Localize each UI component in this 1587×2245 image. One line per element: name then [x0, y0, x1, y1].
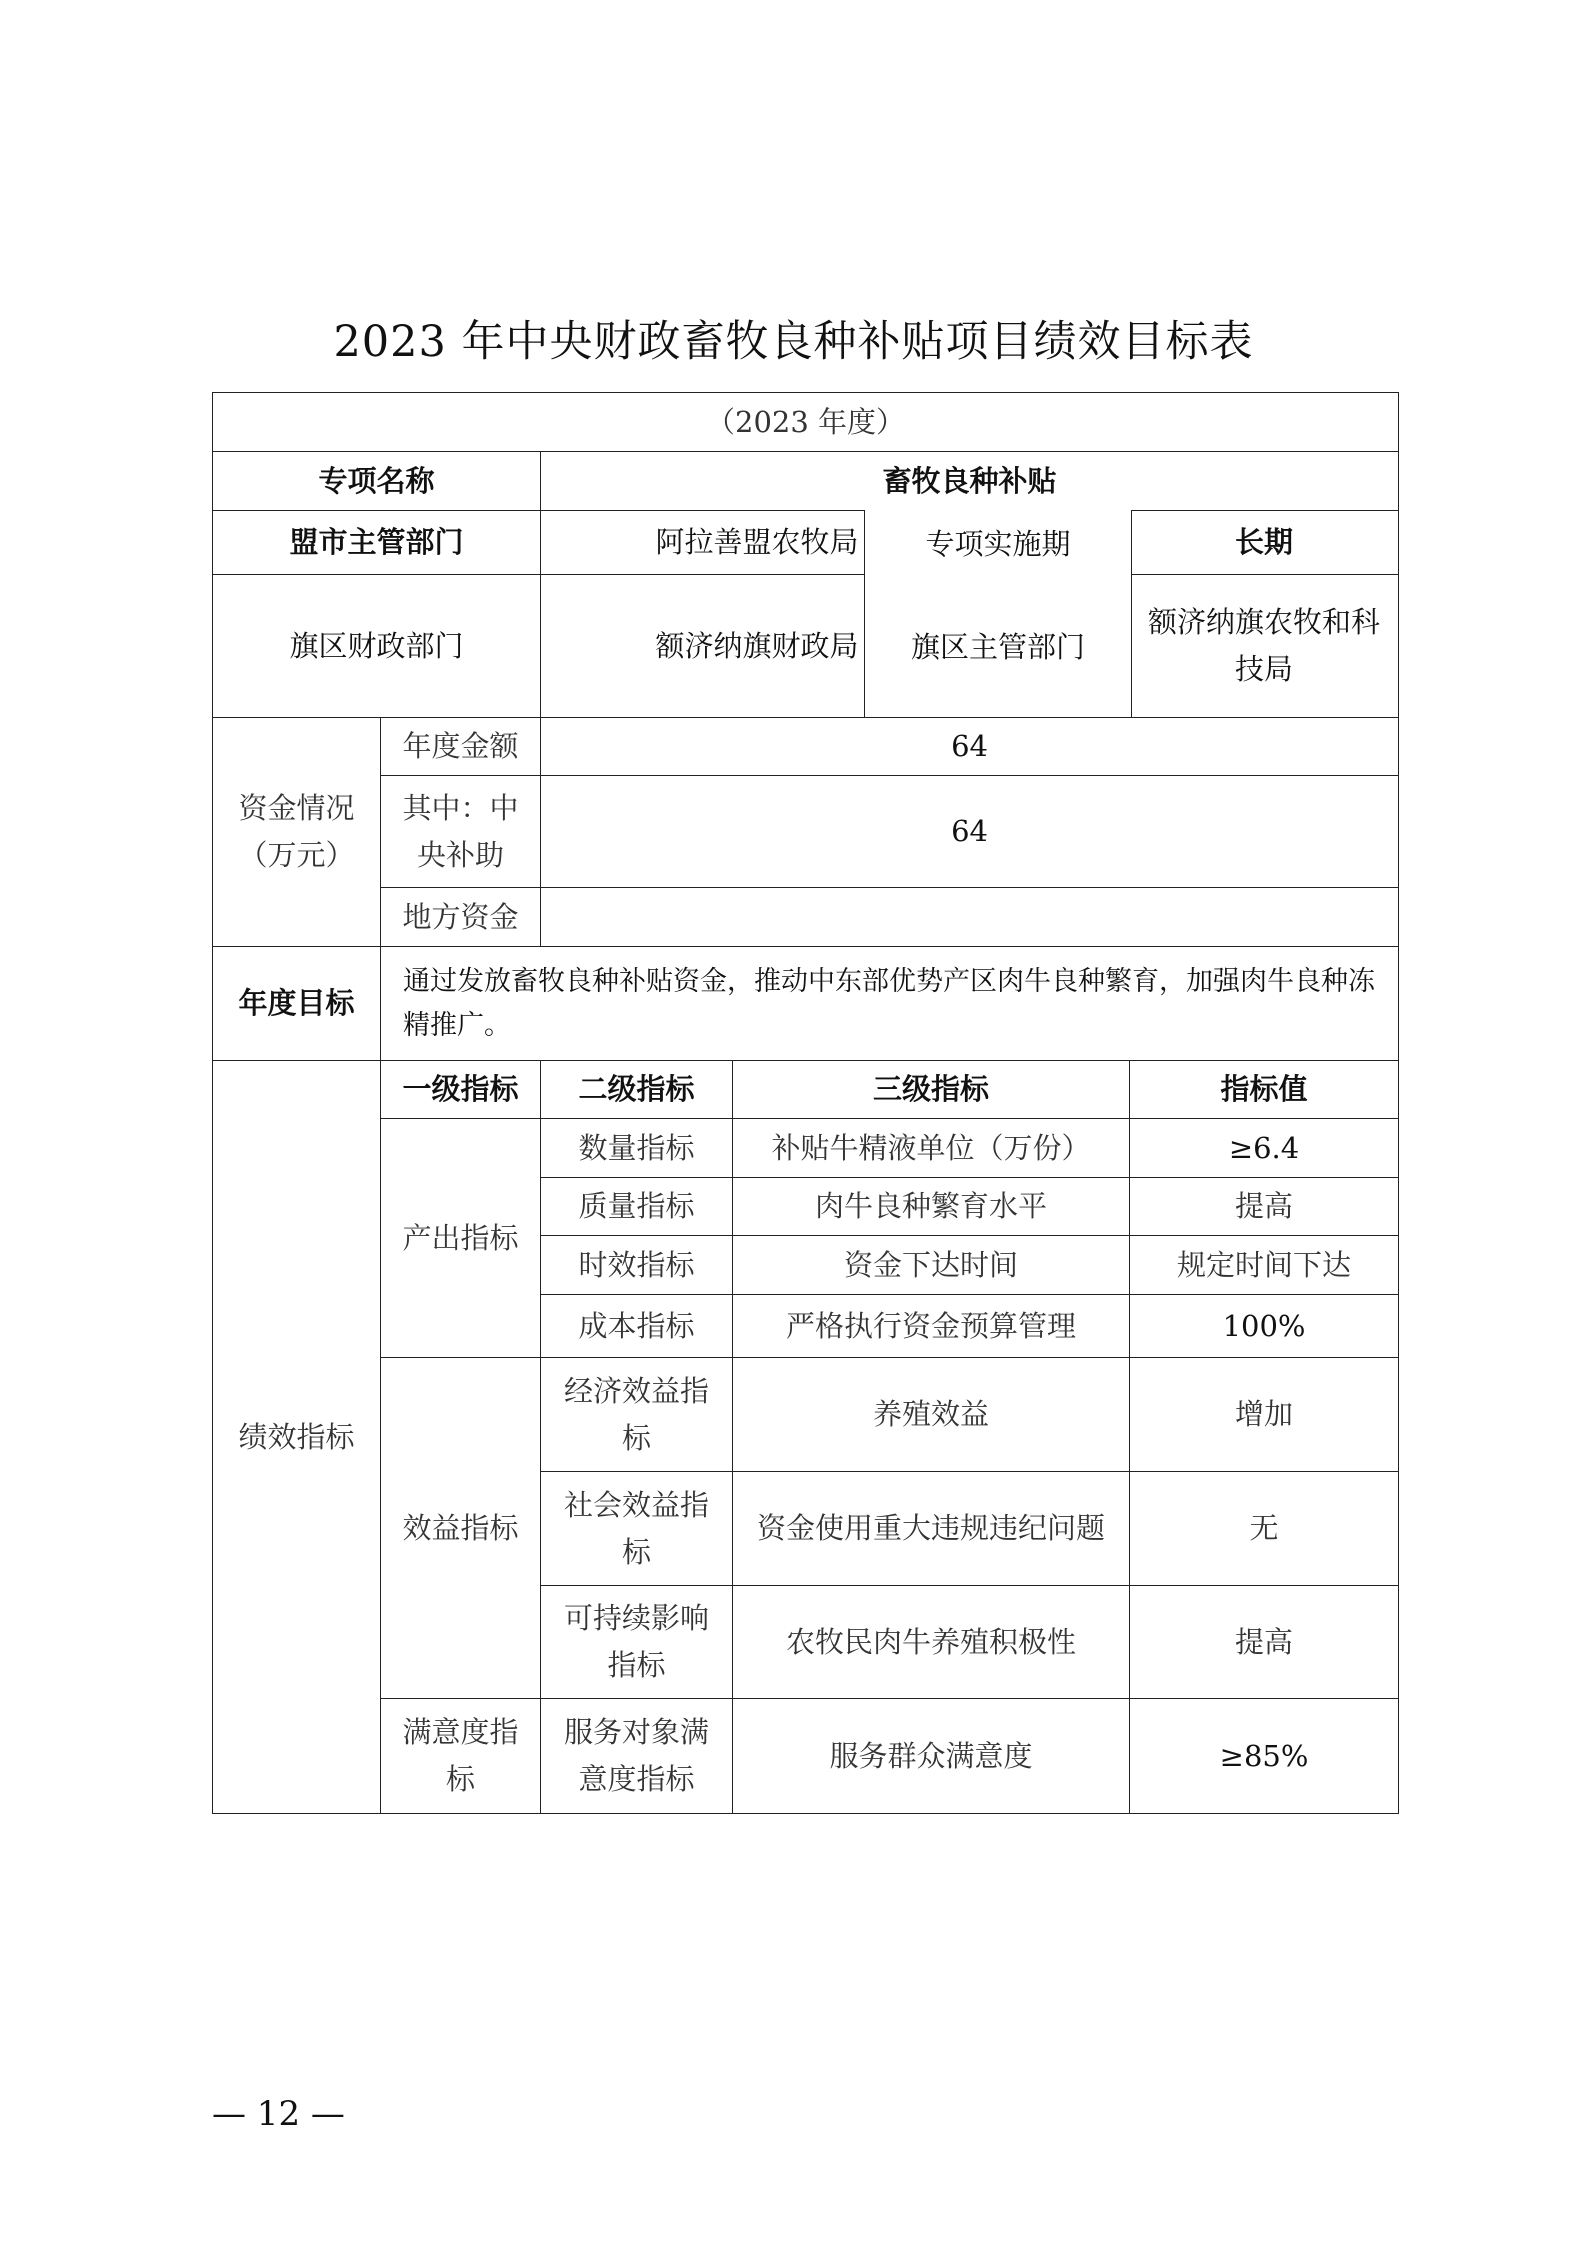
level3-cell: 养殖效益	[733, 1358, 1130, 1472]
level3-cell: 农牧民肉牛养殖积极性	[733, 1586, 1130, 1699]
league-dept-label: 盟市主管部门	[213, 511, 541, 575]
annual-goal-text: 通过发放畜牧良种补贴资金，推动中东部优势产区肉牛良种繁育，加强肉牛良种冻精推广。	[381, 947, 1399, 1061]
level3-cell: 服务群众满意度	[733, 1699, 1130, 1814]
project-name-label: 专项名称	[213, 452, 541, 511]
level2-cell: 成本指标	[541, 1295, 733, 1358]
value-cell: 提高	[1130, 1586, 1399, 1699]
header-level2: 二级指标	[541, 1061, 733, 1119]
central-subsidy-value: 64	[541, 776, 1399, 888]
central-subsidy-label: 其中：中央补助	[381, 776, 541, 888]
value-cell: 无	[1130, 1472, 1399, 1586]
level3-cell: 资金使用重大违规违纪问题	[733, 1472, 1130, 1586]
league-dept-value: 阿拉善盟农牧局	[541, 511, 1130, 575]
header-level3: 三级指标	[733, 1061, 1130, 1119]
level3-cell: 补贴牛精液单位（万份）	[733, 1119, 1130, 1178]
header-level1: 一级指标	[381, 1061, 541, 1119]
value-cell: 100%	[1130, 1295, 1399, 1358]
annual-amount-value: 64	[541, 718, 1399, 776]
local-funds-label: 地方资金	[381, 888, 541, 947]
level2-cell: 经济效益指标	[541, 1358, 733, 1472]
header-value: 指标值	[1130, 1061, 1399, 1119]
level2-cell: 质量指标	[541, 1178, 733, 1236]
level2-cell: 可持续影响指标	[541, 1586, 733, 1699]
satisfaction-indicator-label: 满意度指标	[381, 1699, 541, 1814]
benefit-indicator-label: 效益指标	[381, 1358, 541, 1699]
page-number: — 12 —	[212, 2094, 345, 2134]
period-label-text: 专项实施期	[925, 526, 1071, 561]
level2-cell: 时效指标	[541, 1236, 733, 1295]
banner-dept-value: 额济纳旗农牧和科技局	[1130, 575, 1399, 718]
level3-cell: 严格执行资金预算管理	[733, 1295, 1130, 1358]
page-title: 2023 年中央财政畜牧良种补贴项目绩效目标表	[333, 317, 1254, 367]
banner-dept-label	[864, 574, 1132, 717]
annual-goal-label: 年度目标	[213, 947, 381, 1061]
banner-finance-value: 额济纳旗财政局	[541, 575, 1130, 718]
output-indicator-label: 产出指标	[381, 1119, 541, 1358]
banner-finance-label: 旗区财政部门	[213, 575, 541, 718]
banner-dept-label-text: 旗区主管部门	[910, 630, 1085, 664]
level2-cell: 数量指标	[541, 1119, 733, 1178]
funds-group-label: 资金情况（万元）	[213, 718, 381, 947]
value-cell: 增加	[1130, 1358, 1399, 1472]
period-label	[864, 510, 1132, 574]
value-cell: 规定时间下达	[1130, 1236, 1399, 1295]
year-label: （2023 年度）	[213, 393, 1399, 452]
level3-cell: 资金下达时间	[733, 1236, 1130, 1295]
level3-cell: 肉牛良种繁育水平	[733, 1178, 1130, 1236]
annual-amount-label: 年度金额	[381, 718, 541, 776]
level2-cell: 服务对象满意度指标	[541, 1699, 733, 1814]
indicators-group-label: 绩效指标	[213, 1061, 381, 1814]
value-cell: ≥85%	[1130, 1699, 1399, 1814]
level2-cell: 社会效益指标	[541, 1472, 733, 1586]
performance-table	[212, 392, 1399, 1814]
period-value: 长期	[1130, 511, 1399, 575]
value-cell: ≥6.4	[1130, 1119, 1399, 1178]
value-cell: 提高	[1130, 1178, 1399, 1236]
local-funds-value	[541, 888, 1399, 947]
project-name-value: 畜牧良种补贴	[541, 452, 1399, 511]
